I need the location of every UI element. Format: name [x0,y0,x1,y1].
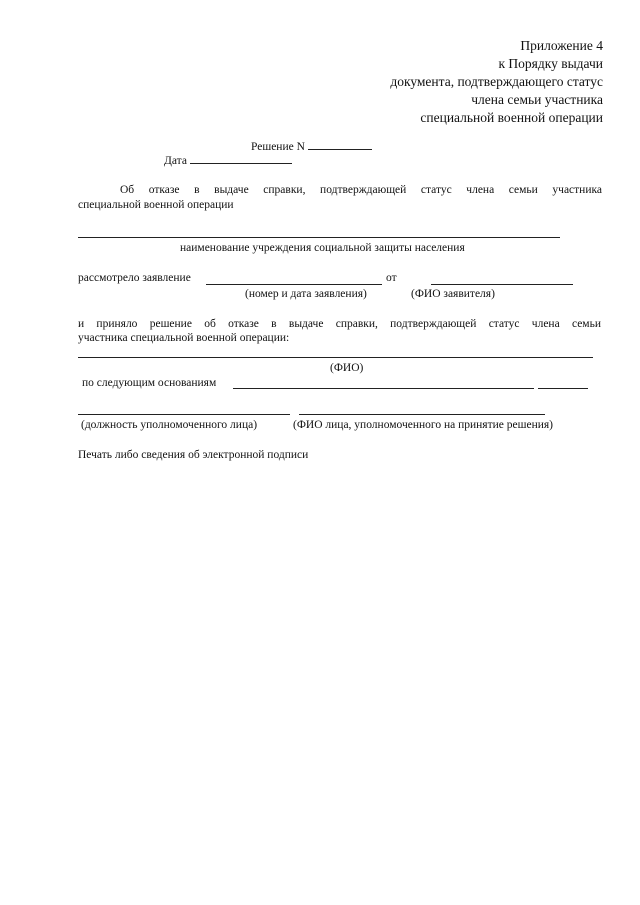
position-field[interactable] [78,414,290,415]
fio-caption: (ФИО) [330,362,364,374]
institution-caption: наименование учреждения социальной защиты населения [180,242,465,254]
position-caption: (должность уполномоченного лица) [81,419,258,431]
reviewed-label: рассмотрело заявление [78,272,191,284]
official-name-field[interactable] [299,414,545,415]
decision-title-label: Решение N [251,141,305,153]
decision-number-field[interactable] [308,139,372,150]
member-name-field[interactable] [78,357,593,358]
grounds-label: по следующим основаниям [82,377,217,389]
applicant-name-field[interactable] [431,284,573,285]
official-caption: (ФИО лица, уполномоченного на принятие решения) [293,419,553,431]
grounds-field[interactable] [233,388,534,389]
appendix-number: Приложение 4 [520,38,603,53]
decision-date [164,153,292,168]
appendix-reference: к Порядку выдачи [498,56,603,71]
number-date-caption: (номер и дата заявления) [245,288,367,300]
intro-line-2: специальной военной операции [78,199,234,211]
applicant-caption: (ФИО заявителя) [411,288,495,300]
intro-line-1: Об отказе в выдаче справки, подтверждающей статус члена семьи участника [120,184,602,196]
institution-name-field[interactable] [78,237,560,238]
refusal-line-2: участника специальной военной операции: [78,332,290,344]
grounds-field-extra[interactable] [538,388,588,389]
stamp-note: Печать либо сведения об электронной подписи [78,449,309,461]
from-label: от [386,272,397,284]
decision-title [251,139,372,154]
application-number-date-field[interactable] [206,284,382,285]
appendix-operation: специальной военной операции [420,110,603,125]
decision-date-field[interactable] [190,153,292,164]
decision-date-label: Дата [164,155,187,167]
refusal-line-1: и принялo решение об отказе в выдаче справки, подтверждающей статус члена семьи [78,318,601,330]
appendix-family-member: члена семьи участника [471,92,603,107]
appendix-document-name: документа, подтверждающего статус [390,74,603,89]
